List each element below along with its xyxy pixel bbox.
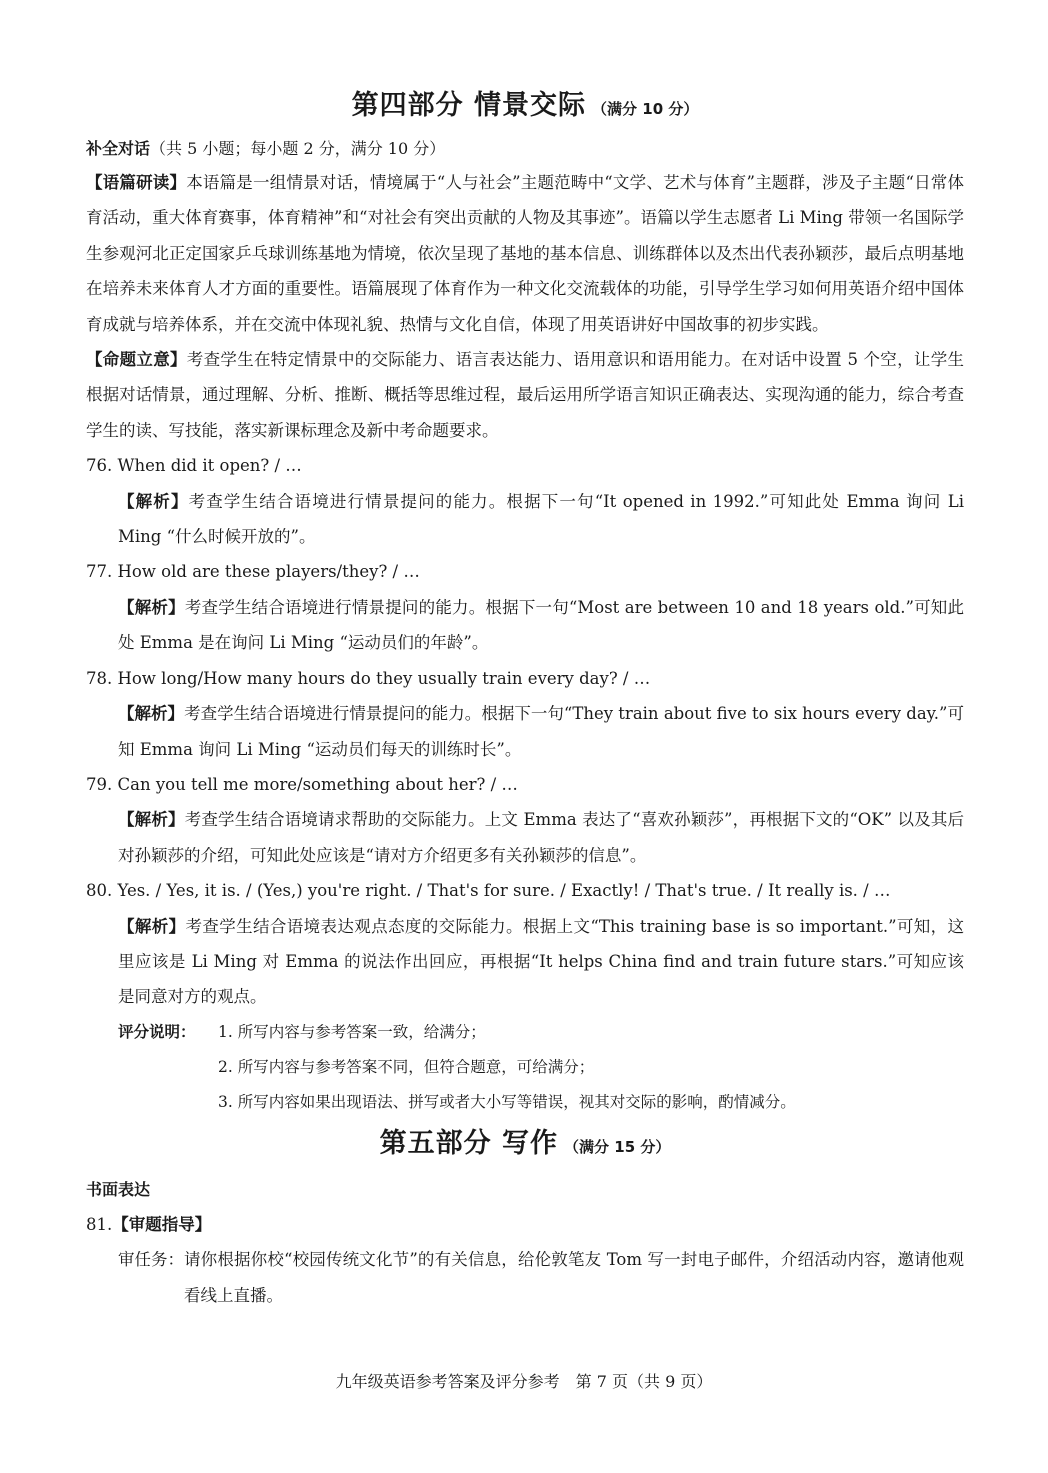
analysis-text: 考查学生结合语境请求帮助的交际能力。上文 Emma 表达了“喜欢孙颖莎”，再根据下文的“OK” 以及其后对孙颖莎的介绍，可知此处应该是“请对方介绍更多有关孙颖莎的信息”。	[118, 810, 964, 865]
analysis-tag: 【解析】	[118, 491, 189, 511]
scoring-row	[118, 1015, 964, 1050]
section-5-title-text: 第五部分 写作	[379, 1127, 559, 1159]
task-guide	[86, 1242, 964, 1313]
scoring-item: 2. 所写内容与参考答案不同，但符合题意，可给满分；	[218, 1057, 595, 1076]
analysis-tag: 【解析】	[118, 810, 185, 830]
analysis-text: 考查学生结合语境进行情景提问的能力。根据下一句“They train about five to six hours every day.”可知 Emma 询问 Li Ming “运动员们每天的训练时长”。	[118, 704, 965, 759]
section-5-title	[86, 1124, 964, 1167]
analysis-text: 考查学生结合语境进行情景提问的能力。根据下一句“It opened in 1992.”可知此处 Emma 询问 Li Ming “什么时候开放的”。	[118, 491, 964, 547]
task-text: 请你根据你校“校园传统文化节”的有关信息，给伦敦笔友 Tom 写一封电子邮件，介绍活动内容，邀请他观看线上直播。	[184, 1250, 964, 1305]
scoring-item: 3. 所写内容如果出现语法、拼写或者大小写等错误，视其对交际的影响，酌情减分。	[218, 1092, 796, 1111]
question-item	[86, 767, 964, 873]
scoring-item: 1. 所写内容与参考答案一致，给满分；	[218, 1022, 486, 1041]
analysis-tag: 【解析】	[118, 597, 185, 617]
question-answer: 80. Yes. / Yes, it is. / (Yes,) you're right. / That's for sure. / Exactly! / That's true. / It really is. / …	[86, 881, 891, 901]
section-4-title-text: 第四部分 情景交际	[351, 90, 587, 121]
q81-tag: 【审题指导】	[112, 1214, 212, 1234]
question-answer: 77. How old are these players/they? / …	[86, 562, 420, 582]
question-analysis	[86, 909, 964, 1015]
intro-paragraph	[86, 165, 964, 342]
section-5-score: （满分 15 分）	[564, 1137, 671, 1156]
intro-tag: 【语篇研读】	[86, 173, 187, 192]
analysis-text: 考查学生结合语境进行情景提问的能力。根据下一句“Most are between 10 and 18 years old.”可知此处 Emma 是在询问 Li Ming “运动员们的年龄”。	[118, 597, 964, 653]
intro-text: 本语篇是一组情景对话，情境属于“人与社会”主题范畴中“文学、艺术与体育”主题群，涉及子主题“日常体育活动，重大体育赛事，体育精神”和“对社会有突出贡献的人物及其事迹”。语篇以学生志愿者 Li Ming 带领一名国际学生参观河北正定国家乒乓球训练基地为情境，依次呈现了基地的基本信息、训练群体以及杰出代表孙颖莎，最后点明基地在培养未来体育人才方面的重要性。语篇展现了体育作为一种文化交流载体的功能，引导学生学习如何用英语介绍中国体育成就与培养体系，并在交流中体现礼貌、热情与文化自信，体现了用英语讲好中国故事的初步实践。	[86, 173, 964, 334]
section-4-title	[86, 86, 964, 129]
purpose-text: 考查学生在特定情景中的交际能力、语言表达能力、语用意识和语用能力。在对话中设置 5 个空，让学生根据对话情景，通过理解、分析、推断、概括等思维过程，最后运用所学语言知识正确表达、实现沟通的能力，综合考查学生的读、写技能，落实新课标理念及新中考命题要求。	[86, 350, 964, 440]
analysis-tag: 【解析】	[118, 916, 186, 936]
scoring-label: 评分说明：	[118, 1022, 196, 1041]
question-item	[86, 554, 964, 660]
question-answer: 79. Can you tell me more/something about her? / …	[86, 774, 518, 794]
analysis-tag: 【解析】	[118, 704, 185, 724]
purpose-paragraph	[86, 342, 964, 448]
q81-number: 81.	[86, 1214, 113, 1234]
subhead-bold: 补全对话	[86, 139, 151, 158]
question-answer: 76. When did it open? / …	[86, 456, 302, 476]
scoring-notes	[86, 1015, 964, 1120]
writing-subhead: 书面表达	[86, 1179, 151, 1199]
purpose-tag: 【命题立意】	[86, 350, 187, 370]
question-item	[86, 448, 964, 554]
section-4-score: （满分 10 分）	[592, 100, 699, 118]
question-analysis	[86, 696, 964, 767]
question-analysis	[86, 484, 964, 555]
page-footer: 九年级英语参考答案及评分参考 第 7 页（共 9 页）	[335, 1372, 713, 1391]
question-list	[86, 448, 964, 1015]
task-label: 审任务：	[118, 1250, 184, 1270]
question-item	[86, 661, 964, 767]
section-4-subhead	[86, 133, 964, 165]
analysis-text: 考查学生结合语境表达观点态度的交际能力。根据上文“This training base is so important.”可知，这里应该是 Li Ming 对 Emma 的说法作出回应，再根据“It helps China find and train future stars.”可知应该是同意对方的观点。	[118, 916, 965, 1007]
question-analysis	[86, 590, 964, 661]
question-item	[86, 873, 964, 1015]
question-81	[86, 1207, 964, 1242]
question-analysis	[86, 802, 964, 873]
subhead-rest: （共 5 小题；每小题 2 分，满分 10 分）	[150, 139, 446, 158]
question-answer: 78. How long/How many hours do they usually train every day? / …	[86, 668, 651, 688]
